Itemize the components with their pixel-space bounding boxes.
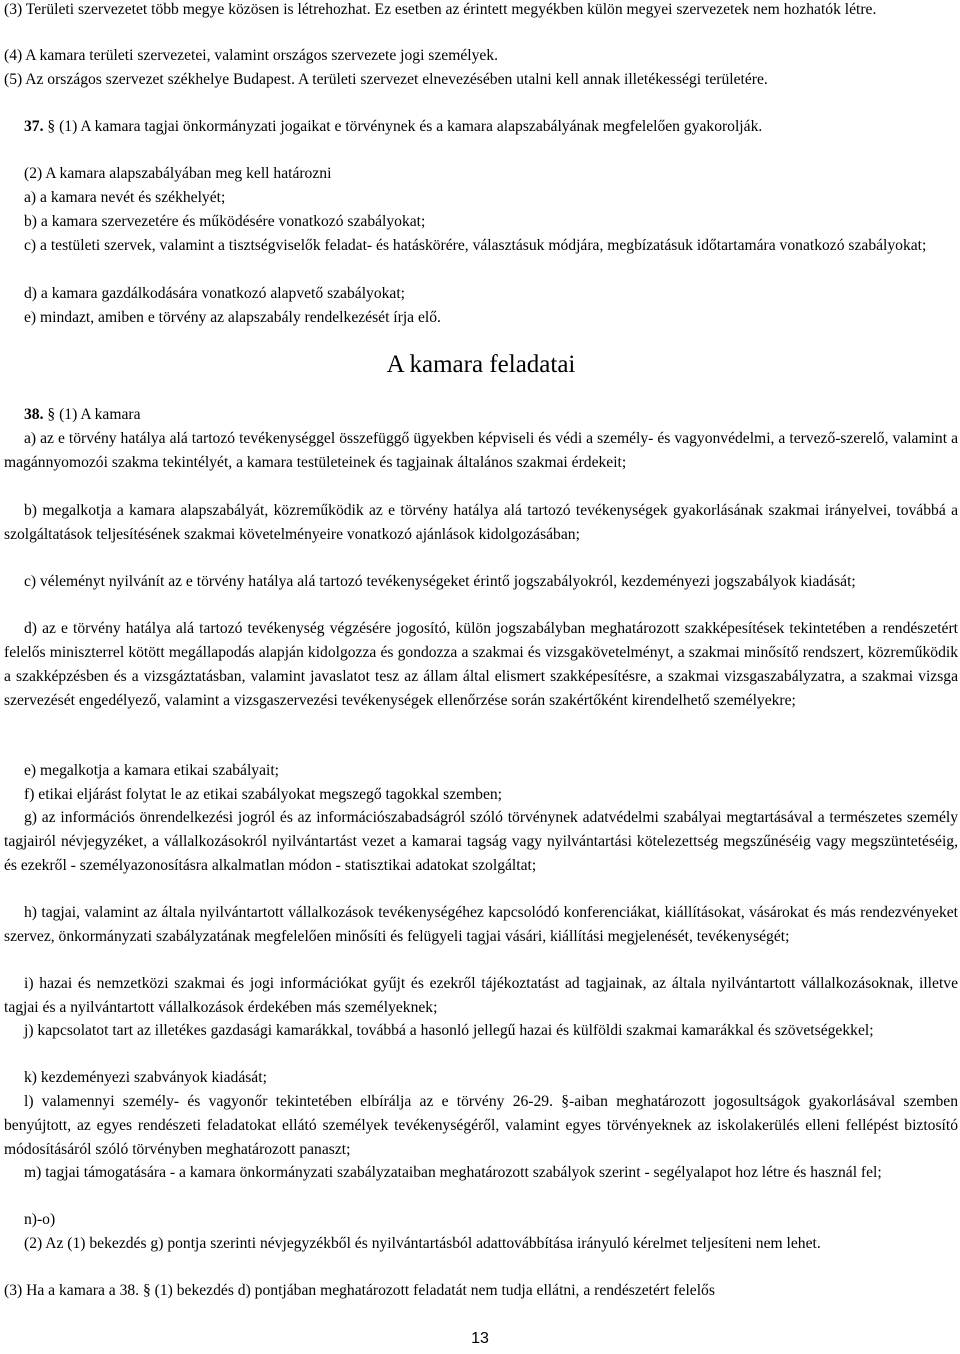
list-item: d) a kamara gazdálkodására vonatkozó alapvető szabályokat; (24, 285, 406, 302)
list-item: e) megalkotja a kamara etikai szabályait; (24, 762, 280, 779)
section-38-para-3: (3) Ha a kamara a 38. § (1) bekezdés d) pontjában meghatározott feladatát nem tudja ellátni, a rendészetért felelős (4, 1282, 715, 1299)
list-item: c) véleményt nyilvánít az e törvény hatálya alá tartozó tevékenységeket érintő jogszabályokról, kezdeményezi jogszabályok kiadását; (24, 573, 856, 590)
section-number: 37. (24, 118, 44, 135)
list-item: a) az e törvény hatálya alá tartozó tevékenységgel összefüggő ügyekben képviseli és védi a személy- és vagyonvédelmi, a tervező-szerelő, valamint a magánnyomozói szakma tekintélyét, a kamara testületeinek és tagjainak általános szakmai érdekeit; (4, 430, 958, 472)
list-item: g) az információs önrendelkezési jogról és az információszabadságról szóló törvénynek adatvédelmi szabályai megtartásával a természetes személy tagjairól névjegyzéket, a vállalkozásokról nyilvántartást vezet a kamarai tagság vagy nyilvántartási kötelezettség megszűnéséig vagy megszüntetéséig, és ezekről - személyazonosításra alkalmatlan módon - statisztikai adatokat szolgáltat; (4, 809, 958, 875)
list-item: m) tagjai támogatására - a kamara önkormányzati szabályzataiban meghatározott szabályok szerint - segélyalapot hoz létre és használ fel; (24, 1164, 882, 1181)
list-item: k) kezdeményezi szabványok kiadását; (24, 1069, 267, 1086)
list-item: d) az e törvény hatálya alá tartozó tevékenység végzésére jogosító, külön jogszabályban meghatározott szakképesítések tekintetében a rendészetért felelős miniszterrel kötött megállapodás alapján kidolgozza és gondozza a szakmai és vizsgakövetelményt, a szakmai minősítő rendszert, közreműködik a szakképzésben és a vizsgáztatásban, valamint javaslatot tesz az állam által elismert szakképesítésre, a szakmai vizsgaszabályzatra, a szakmai vizsga szervezését engedélyező, valamint a vizsgaszervezési tevékenységek ellenőrzése során szakértőként kirendelhető személyekre; (4, 620, 958, 710)
section-37-para-1: 37. § (1) A kamara tagjai önkormányzati jogaikat e törvénynek és a kamara alapszabályának megfelelően gyakorolják. (24, 118, 763, 135)
list-item: n)-o) (24, 1211, 56, 1228)
list-item: h) tagjai, valamint az általa nyilvántartott vállalkozások tevékenységéhez kapcsolódó konferenciákat, kiállításokat, vásárokat és más rendezvényeket szervez, önkormányzati szabályzatának megfelelően minősíti és felügyeli tagjai vásári, kiállítási megjelenését, tevékenységét; (4, 904, 958, 946)
section-37-para-2: (2) A kamara alapszabályában meg kell határozni (24, 165, 332, 182)
section-heading: A kamara feladatai (386, 351, 576, 378)
list-item: c) a testületi szervek, valamint a tisztségviselők feladat- és hatáskörére, választásuk módjára, megbízatásuk időtartamára vonatkozó szabályokat; (24, 237, 927, 254)
list-item: b) megalkotja a kamara alapszabályát, közreműködik az e törvény hatálya alá tartozó tevékenységek gyakorlásának szakmai irányelvei, továbbá a szolgáltatások teljesítésének szakmai követelményeire vonatkozó ajánlások kidolgozásában; (4, 502, 958, 544)
section-38-para-2: (2) Az (1) bekezdés g) pontja szerinti névjegyzékből és nyilvántartásból adattovábbítása irányuló kérelmet teljesíteni nem lehet. (24, 1235, 821, 1252)
list-item: a) a kamara nevét és székhelyét; (24, 189, 226, 206)
section-38-intro: 38. § (1) A kamara (24, 406, 141, 423)
paragraph-3: (3) Területi szervezetet több megye közösen is létrehozhat. Ez esetben az érintett megyékben külön megyei szervezetek nem hozhatók létre. (4, 1, 877, 18)
list-item: j) kapcsolatot tart az illetékes gazdasági kamarákkal, továbbá a hasonló jellegű hazai és külföldi szakmai kamarákkal és szövetségekkel; (24, 1022, 874, 1039)
paragraph-5: (5) Az országos szervezet székhelye Budapest. A területi szervezet elnevezésében utalni kell annak illetékességi területére. (4, 71, 768, 88)
list-item: b) a kamara szervezetére és működésére vonatkozó szabályokat; (24, 213, 426, 230)
list-item: e) mindazt, amiben e törvény az alapszabály rendelkezését írja elő. (24, 309, 441, 326)
list-item: f) etikai eljárást folytat le az etikai szabályokat megszegő tagokkal szemben; (24, 786, 503, 803)
section-number: 38. (24, 406, 44, 423)
page-number: 13 (471, 1330, 489, 1347)
paragraph-4: (4) A kamara területi szervezetei, valamint országos szervezete jogi személyek. (4, 47, 499, 64)
list-item: l) valamennyi személy- és vagyonőr tekintetében elbírálja az e törvény 26-29. §-aiban meghatározott jogosultságok gyakorlásával szemben benyújtott, az egyes rendészeti feladatokat ellátó személyek tevékenységéről, valamint egyes törvényeknek az iskolakerülés elleni fellépést biztosító módosításáról szóló törvényben meghatározott panaszt; (4, 1093, 958, 1159)
list-item: i) hazai és nemzetközi szakmai és jogi információkat gyűjt és ezekről tájékoztatást ad tagjainak, az általa nyilvántartott vállalkozásoknak, illetve tagjai és a nyilvántartott vállalkozások érdekében más személyeknek; (4, 975, 958, 1017)
